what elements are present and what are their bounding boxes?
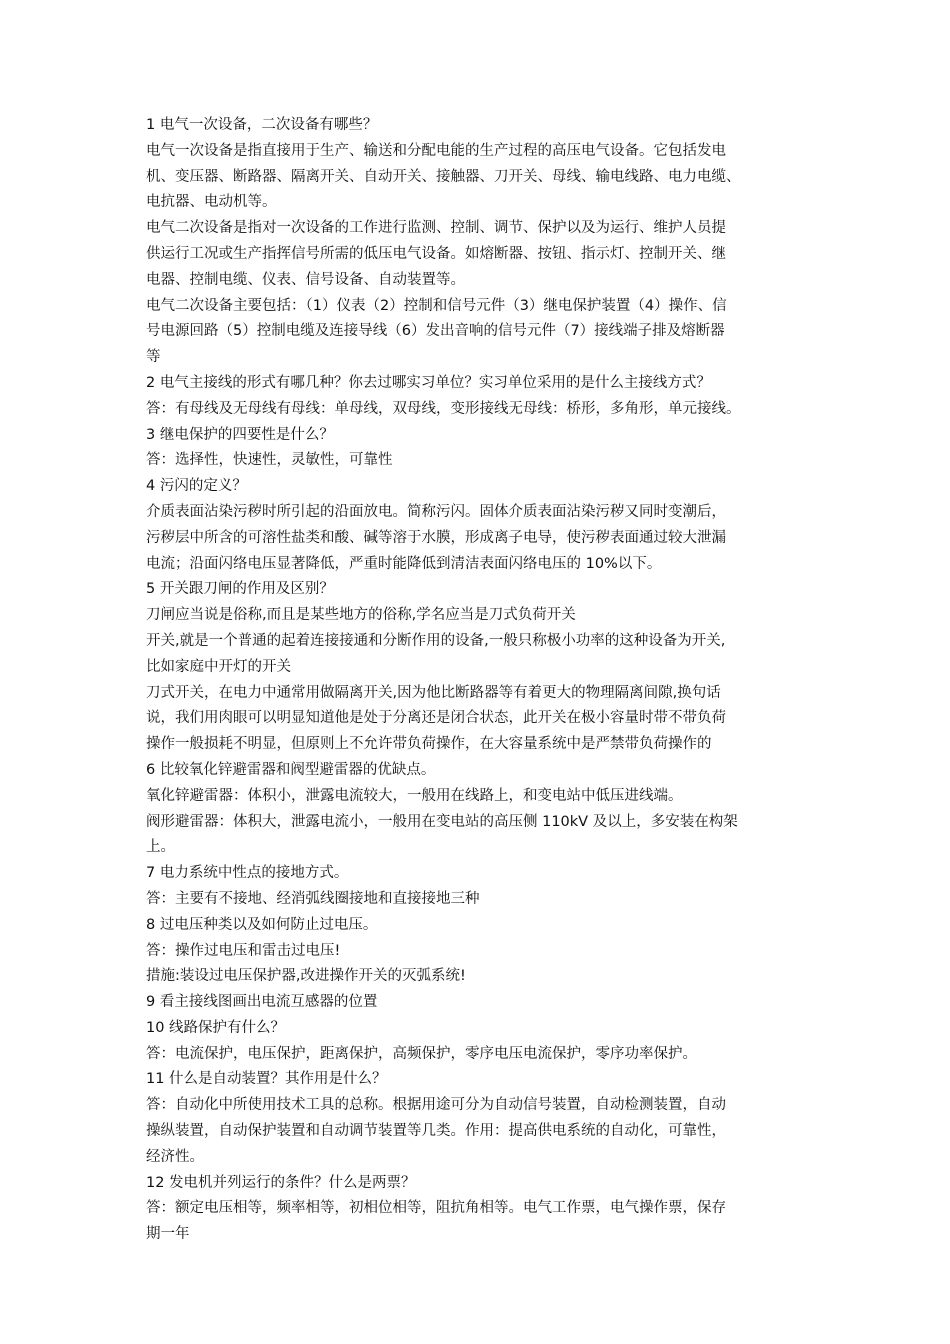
question-8-title: 8 过电压种类以及如何防止过电压。 <box>146 916 378 933</box>
text-line: 等 <box>146 349 161 366</box>
text-line: 说，我们用肉眼可以明显知道他是处于分离还是闭合状态，此开关在极小容量时带不带负荷 <box>146 710 726 727</box>
text-line: 期一年 <box>146 1226 190 1243</box>
text-line: 刀闸应当说是俗称,而且是某些地方的俗称,学名应当是刀式负荷开关 <box>146 607 576 624</box>
question-11-title: 11 什么是自动装置？其作用是什么？ <box>146 1071 387 1088</box>
answer-line: 答：有母线及无母线有母线：单母线，双母线，变形接线无母线：桥形，多角形，单元接线。 <box>146 400 741 417</box>
question-9-title: 9 看主接线图画出电流互感器的位置 <box>146 994 378 1011</box>
question-7-title: 7 电力系统中性点的接地方式。 <box>146 865 349 882</box>
text-line: 操纵装置，自动保护装置和自动调节装置等几类。作用：提高供电系统的自动化，可靠性， <box>146 1123 726 1140</box>
text-line: 电抗器、电动机等。 <box>146 194 277 211</box>
text-line: 介质表面沾染污秽时所引起的沿面放电。简称污闪。固体介质表面沾染污秽又同时变潮后， <box>146 503 726 520</box>
question-3-title: 3 继电保护的四要性是什么？ <box>146 426 334 443</box>
text-line: 污秽层中所含的可溶性盐类和酸、碱等溶于水膜，形成离子电导，使污秽表面通过较大泄漏 <box>146 529 726 546</box>
text-line: 供运行工况或生产指挥信号所需的低压电气设备。如熔断器、按钮、指示灯、控制开关、继 <box>146 245 726 262</box>
answer-line: 答：主要有不接地、经消弧线圈接地和直接接地三种 <box>146 890 480 907</box>
text-line: 刀式开关，在电力中通常用做隔离开关,因为他比断路器等有着更大的物理隔离间隙,换句话 <box>146 684 721 701</box>
text-line: 氧化锌避雷器：体积小，泄露电流较大，一般用在线路上，和变电站中低压进线端。 <box>146 787 683 804</box>
text-line: 上。 <box>146 839 175 856</box>
text-line: 比如家庭中开灯的开关 <box>146 658 291 675</box>
document-body <box>146 113 814 1248</box>
text-line: 电器、控制电缆、仪表、信号设备、自动装置等。 <box>146 271 465 288</box>
text-line: 电气二次设备是指对一次设备的工作进行监测、控制、调节、保护以及为运行、维护人员提 <box>146 220 726 237</box>
answer-line: 答：操作过电压和雷击过电压! <box>146 942 341 959</box>
question-5-title: 5 开关跟刀闸的作用及区别？ <box>146 581 334 598</box>
question-12-title: 12 发电机并列运行的条件？什么是两票？ <box>146 1174 416 1191</box>
text-line: 措施:装设过电压保护器,改进操作开关的灭弧系统! <box>146 968 466 985</box>
text-line: 操作一般损耗不明显，但原则上不允许带负荷操作，在大容量系统中是严禁带负荷操作的 <box>146 736 712 753</box>
answer-line: 答：自动化中所使用技术工具的总称。根据用途可分为自动信号装置，自动检测装置，自动 <box>146 1097 726 1114</box>
question-4-title: 4 污闪的定义？ <box>146 478 247 495</box>
answer-line: 答：额定电压相等，频率相等，初相位相等，阻抗角相等。电气工作票，电气操作票，保存 <box>146 1200 726 1217</box>
text-line: 电气一次设备是指直接用于生产、输送和分配电能的生产过程的高压电气设备。它包括发电 <box>146 142 726 159</box>
question-1-title: 1 电气一次设备，二次设备有哪些？ <box>146 117 378 133</box>
question-6-title: 6 比较氧化锌避雷器和阀型避雷器的优缺点。 <box>146 761 436 778</box>
answer-line: 答：电流保护，电压保护，距离保护，高频保护，零序电压电流保护，零序功率保护。 <box>146 1045 697 1062</box>
question-10-title: 10 线路保护有什么？ <box>146 1019 286 1036</box>
text-line: 机、变压器、断路器、隔离开关、自动开关、接触器、刀开关、母线、输电线路、电力电缆、 <box>146 168 741 185</box>
text-line: 号电源回路（5）控制电缆及连接导线（6）发出音响的信号元件（7）接线端子排及熔断器 <box>146 323 725 340</box>
text-line: 开关,就是一个普通的起着连接接通和分断作用的设备,一般只称极小功率的这种设备为开关, <box>146 632 726 649</box>
answer-line: 答：选择性，快速性，灵敏性，可靠性 <box>146 452 393 469</box>
text-line: 经济性。 <box>146 1148 204 1165</box>
text-line: 阀形避雷器：体积大，泄露电流小，一般用在变电站的高压侧 110kV 及以上，多安装在构架 <box>146 813 738 830</box>
question-2-title: 2 电气主接线的形式有哪几种？你去过哪实习单位？实习单位采用的是什么主接线方式？ <box>146 374 711 391</box>
text-line: 电气二次设备主要包括：（1）仪表（2）控制和信号元件（3）继电保护装置（4）操作、信 <box>146 297 727 314</box>
text-line: 电流；沿面闪络电压显著降低，严重时能降低到清洁表面闪络电压的 10%以下。 <box>146 555 662 572</box>
